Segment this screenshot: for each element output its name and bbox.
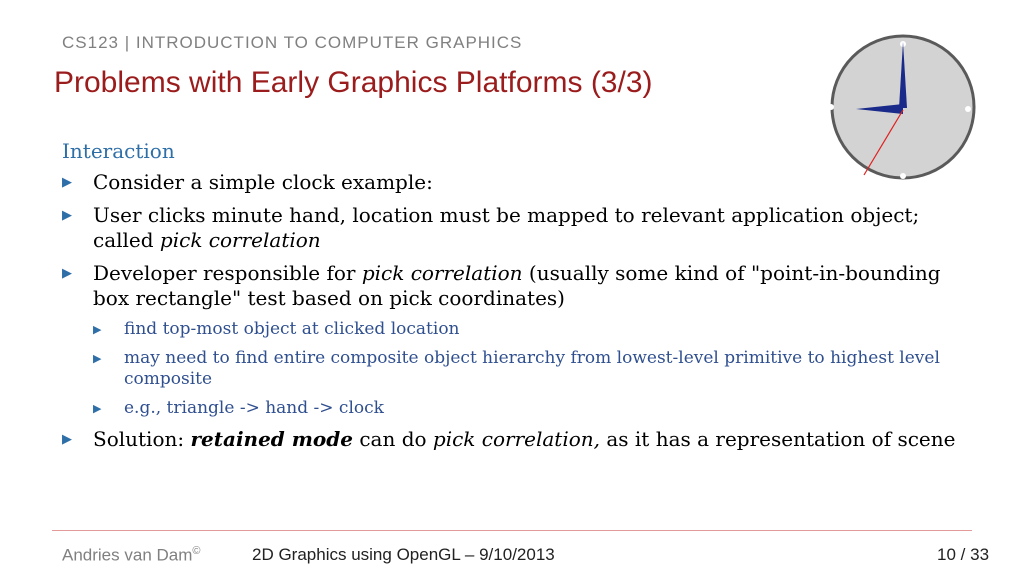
sub-bullet-text: may need to find entire composite object hierarchy from lowest-level primitive to highest level composite bbox=[124, 348, 940, 389]
bullet-arrow-icon: ▶ bbox=[62, 266, 72, 281]
footer-lecture-title: 2D Graphics using OpenGL – 9/10/2013 bbox=[252, 545, 555, 564]
bullet-text: Solution: bbox=[93, 427, 191, 451]
bullet-emphasis: pick correlation bbox=[361, 261, 523, 285]
clock-marker-9 bbox=[828, 104, 834, 110]
list-item bbox=[62, 170, 962, 195]
sub-bullet-text: e.g., triangle -> hand -> clock bbox=[124, 398, 384, 418]
bullet-list bbox=[62, 170, 962, 460]
sub-bullet-arrow-icon: ▶ bbox=[93, 323, 102, 336]
clock-marker-3 bbox=[965, 106, 971, 112]
bullet-text: User clicks minute hand, location must be mapped to relevant application object; called bbox=[93, 203, 920, 252]
sub-bullet-text: find top-most object at clicked location bbox=[124, 319, 460, 339]
bullet-text: can do bbox=[352, 427, 433, 451]
footer-author bbox=[62, 545, 201, 566]
bullet-text: Consider a simple clock example: bbox=[93, 170, 433, 194]
page-number bbox=[937, 545, 989, 565]
course-header: CS123 | INTRODUCTION TO COMPUTER GRAPHICS bbox=[62, 33, 523, 52]
bullet-emphasis: pick correlation bbox=[159, 228, 321, 252]
section-heading: Interaction bbox=[62, 139, 175, 163]
list-item bbox=[62, 261, 962, 311]
list-item bbox=[62, 427, 962, 452]
sub-list-item bbox=[93, 398, 962, 419]
bullet-arrow-icon: ▶ bbox=[62, 175, 72, 190]
copyright-mark: © bbox=[192, 545, 201, 557]
bullet-text: (usually some kind of "point-in-bounding box rectangle" test based on pick coordinates) bbox=[93, 261, 941, 310]
total-pages: 33 bbox=[970, 545, 990, 564]
bullet-text: Developer responsible for bbox=[93, 261, 362, 285]
sub-list-item bbox=[93, 348, 962, 390]
sub-bullet-arrow-icon: ▶ bbox=[93, 402, 102, 415]
author-name: Andries van Dam bbox=[62, 545, 193, 565]
sub-list-item bbox=[93, 319, 962, 340]
sub-bullet-arrow-icon: ▶ bbox=[93, 352, 102, 365]
page-separator: / bbox=[960, 545, 966, 564]
bullet-strong-emphasis: retained mode bbox=[190, 427, 353, 451]
current-page: 10 bbox=[937, 545, 956, 564]
list-item bbox=[62, 203, 962, 253]
bullet-emphasis: pick correlation, bbox=[432, 427, 600, 451]
bullet-arrow-icon: ▶ bbox=[62, 208, 72, 223]
clock-illustration bbox=[818, 34, 988, 184]
footer-divider bbox=[52, 530, 972, 531]
bullet-text: as it has a representation of scene bbox=[600, 427, 956, 451]
bullet-arrow-icon: ▶ bbox=[62, 432, 72, 447]
slide-title: Problems with Early Graphics Platforms (3/3) bbox=[54, 66, 653, 99]
